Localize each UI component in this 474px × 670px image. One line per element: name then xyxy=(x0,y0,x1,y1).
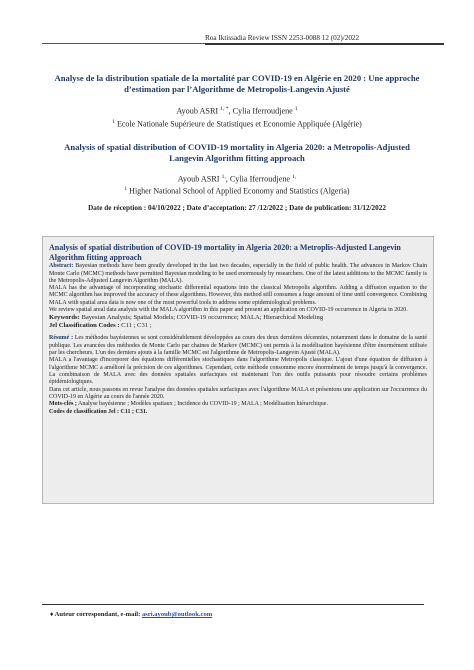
french-affiliation xyxy=(0,119,474,129)
french-title: Analyse de la distribution spatiale de la mortalité par COVID-19 en Algérie en 2020 : Une approche d’estimation par l’Algorithme de Metropolis-Langevin Ajusté xyxy=(54,73,420,94)
english-affiliation xyxy=(0,186,474,196)
codes-label: Codes de classification Jel : xyxy=(49,408,119,415)
english-title: Analysis of spatial distribution of COVID-19 mortality in Algeria 2020: a Metropolis-Adjusted Langevin Algorithm fitting approach xyxy=(64,142,410,163)
jel-line xyxy=(49,322,427,330)
author-sup: 1, xyxy=(221,174,226,180)
english-authors xyxy=(0,174,474,184)
abstract-box-title: Analysis of spatial distribution of COVID-19 mortality in Algeria 2020: a Metroplis-Adjusted Langevin Algorithm fitting approach xyxy=(49,243,401,262)
author-name: Ayoub ASRI xyxy=(176,106,219,116)
journal-header: Roa Iktissadia Review ISSN 2253-0088 12 (02)/2022 xyxy=(205,34,360,42)
abstract-label: Abstract: xyxy=(49,263,74,270)
corresponding-author-footnote xyxy=(50,611,212,618)
author-name: Ayoub ASRI xyxy=(177,174,220,184)
keywords-line xyxy=(49,314,427,322)
author-sup: 1, * xyxy=(220,106,229,112)
french-authors xyxy=(0,106,474,116)
keywords-label: Keywords: xyxy=(49,314,80,322)
motscles-text: Analyse bayésienne ; Modèles spatiaux ; Incidence du COVID-19 ; MALA ; Modélisation hiérarchique. xyxy=(78,401,328,408)
abstract-paragraph: MALA has the advantage of incorporating stochastic differential equations into the classical Metropolis algorithm. Adding a diffusion equation to the MCMC algorithm has improved the accuracy of these algorithms. However, this method still consumes a huge amount of time until convergence. Combining MALA with spatial area data is now one of the most powerful tools to address some epidemiological problems. xyxy=(49,285,427,306)
abstract-content xyxy=(49,243,427,416)
coauthor-sup: 1 xyxy=(294,106,298,112)
motscles-label: Mots-clés ; xyxy=(49,401,77,408)
motscles-line xyxy=(49,401,427,408)
header-rule-thick xyxy=(205,43,444,45)
abstract-paragraph: We review spatial areal data analysis with the MALA algorithm in this paper and present an application on COVID-19 occurrence in Algeria in 2020. xyxy=(49,307,408,314)
publication-dates: Date de réception : 04/10/2022 ; Date d’acceptation: 27 /12/2022 ; Date de publication: 31/12/2022 xyxy=(88,204,386,212)
coauthor-name: , Cylia Iferroudjene xyxy=(228,106,293,116)
coauthor-name: , Cylia Iferroudjene xyxy=(225,174,291,184)
affil-sup: 1 xyxy=(112,119,115,125)
abstract-paragraph xyxy=(49,263,427,285)
codes-line xyxy=(49,409,427,416)
resume-label: Résumé : xyxy=(49,335,74,342)
affil-text: Higher National School of Applied Economy and Statistics (Algeria) xyxy=(129,186,350,196)
jel-label: Jel Classification Codes : xyxy=(49,322,120,330)
affil-sup: 1 xyxy=(124,186,128,192)
footnote-label: Auteur correspondant, e-mail: xyxy=(54,611,141,618)
codes-values: C11 ; C31. xyxy=(120,408,148,415)
keywords-text: Bayesian Analysis; Spatial Models; COVID-19 occurrence; MALA; Hierarchical Modeling xyxy=(81,314,324,322)
resume-text: Les méthodes bayésiennes se sont considérablement développées au cours des deux dernières décennies, notamment dans le domaine de la santé publique. Les avancées des méthodes de Monte Carlo par chaines de Markov (MCMC) ont permis à la modélisation bayésienne d'être énormément utilisée par les chercheurs. L'un des derniers ajouts à la famille MCMC est l'algorithme de Metropolis-Langevin Ajusté (MALA). xyxy=(49,335,428,357)
abstract-text: Bayesian methods have been greatly developed in the last two decades, especially in the field of public health. The advances in Markov Chain Monte Carlo (MCMC) methods have permitted Bayesian modeling to be used enormously by researchers. One of the latest additions to the MCMC family is the Metropolis-Adjusted Langevin Algorithm (MALA). xyxy=(49,263,427,284)
footnote-rule xyxy=(42,604,424,605)
abstract-box xyxy=(42,236,434,504)
email-link[interactable]: asri.ayoub@outlook.com xyxy=(141,611,213,618)
jel-codes: C11 ; C31 ; xyxy=(121,322,152,330)
coauthor-sup: 1, xyxy=(292,174,297,180)
bullet-icon: ♦ xyxy=(50,611,54,618)
resume-paragraph: Dans cet article, nous passons en revue l'analyse des données spatiales surfaciques avec l'algorithme MALA et présentons une application sur l'occurrence du COVID-19 en Algérie au cours de l'année 2020. xyxy=(49,386,427,400)
resume-paragraph xyxy=(49,335,427,357)
affil-text: Ecole Nationale Supérieure de Statistiques et Economie Appliquée (Algérie) xyxy=(116,119,362,129)
resume-paragraph: MALA a l'avantage d'incorporer des équations différentielles stochastiques dans l'algorithme Metropolis classique. L'ajout d'une équation de diffusion à l'algorithme MCMC a amélioré la précision de ces algorithmes. Cependant, cette méthode consomme encore énormément de temps jusqu'à la convergence. La combinaison de MALA avec des données spatiales surfaciques est maintenant l'un des outils puissants pour résoudre certains problèmes épidémiologiques. xyxy=(49,357,427,386)
